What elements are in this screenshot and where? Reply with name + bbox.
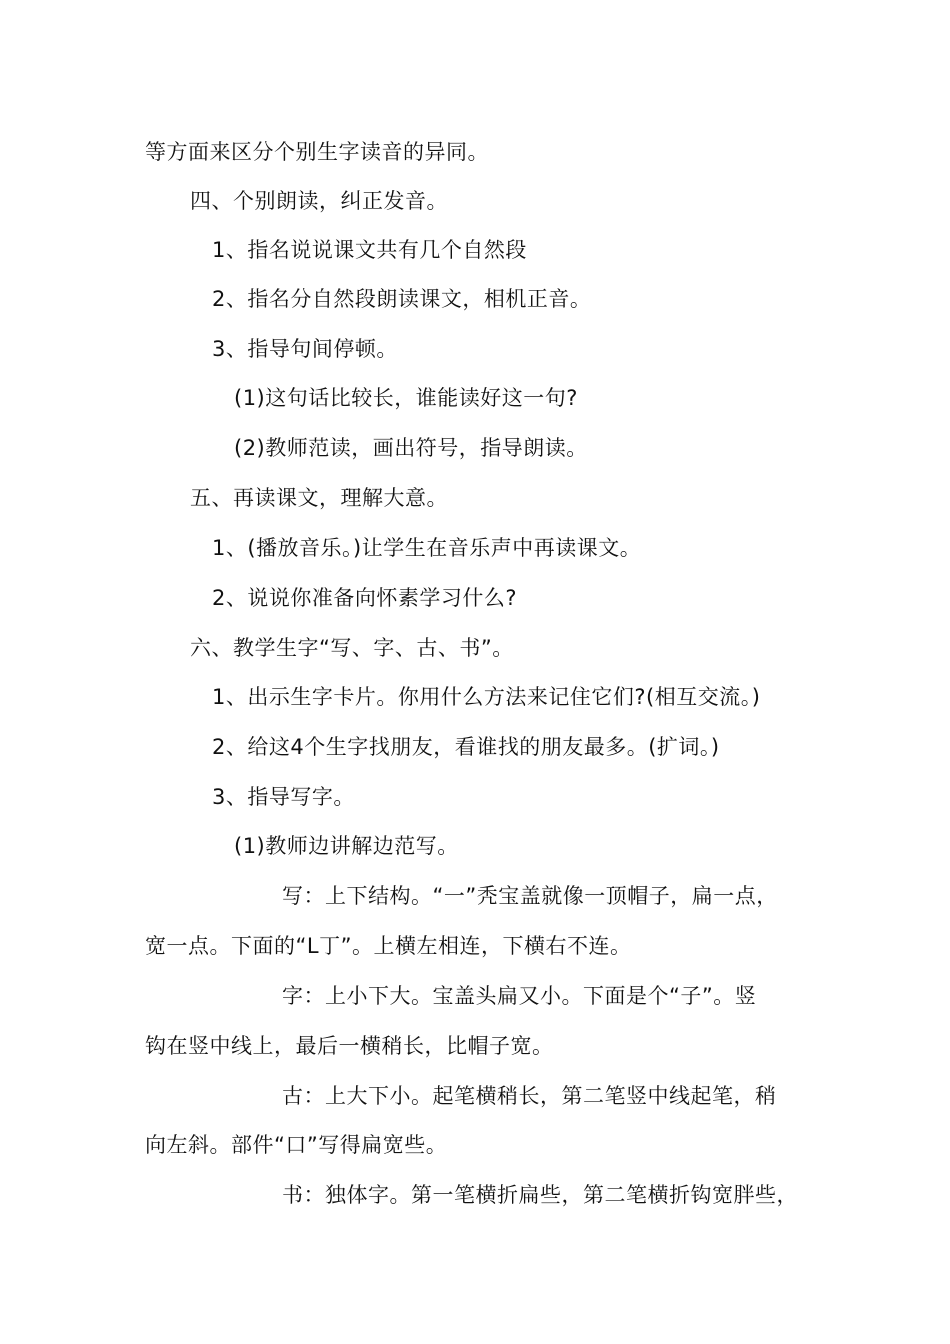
sub-list-item: (1)这句话比较长，谁能读好这一句? xyxy=(234,386,578,410)
list-item: 1、(播放音乐。)让学生在音乐声中再读课文。 xyxy=(212,536,642,560)
list-item: 3、指导写字。 xyxy=(212,785,355,809)
section-heading-5: 五、再读课文，理解大意。 xyxy=(190,486,448,510)
paragraph-line: 古：上大下小。起笔横稍长，第二笔竖中线起笔，稍 xyxy=(282,1084,777,1108)
section-heading-6: 六、教学生字“写、字、古、书”。 xyxy=(190,636,514,660)
list-item: 1、指名说说课文共有几个自然段 xyxy=(212,238,527,262)
list-item: 2、说说你准备向怀素学习什么? xyxy=(212,586,518,610)
list-item: 2、指名分自然段朗读课文，相机正音。 xyxy=(212,287,592,311)
paragraph-line: 字：上小下大。宝盖头扁又小。下面是个“子”。竖 xyxy=(282,984,757,1008)
paragraph-line: 写：上下结构。“一”秃宝盖就像一顶帽子，扁一点， xyxy=(282,884,778,908)
sub-list-item: (2)教师范读，画出符号，指导朗读。 xyxy=(234,436,588,460)
list-item: 1、出示生字卡片。你用什么方法来记住它们?(相互交流。) xyxy=(212,685,761,709)
paragraph-line: 等方面来区分个别生字读音的异同。 xyxy=(145,140,489,164)
paragraph-line: 宽一点。下面的“L丁”。上横左相连，下横右不连。 xyxy=(145,934,632,958)
paragraph-line: 向左斜。部件“口”写得扁宽些。 xyxy=(145,1133,448,1157)
sub-list-item: (1)教师边讲解边范写。 xyxy=(234,834,459,858)
list-item: 3、指导句间停顿。 xyxy=(212,337,398,361)
section-heading-4: 四、个别朗读，纠正发音。 xyxy=(190,189,448,213)
paragraph-line: 书：独体字。第一笔横折扁些，第二笔横折钩宽胖些， xyxy=(282,1183,798,1207)
paragraph-line: 钩在竖中线上，最后一横稍长，比帽子宽。 xyxy=(145,1034,554,1058)
list-item: 2、给这4个生字找朋友，看谁找的朋友最多。(扩词。) xyxy=(212,735,720,759)
